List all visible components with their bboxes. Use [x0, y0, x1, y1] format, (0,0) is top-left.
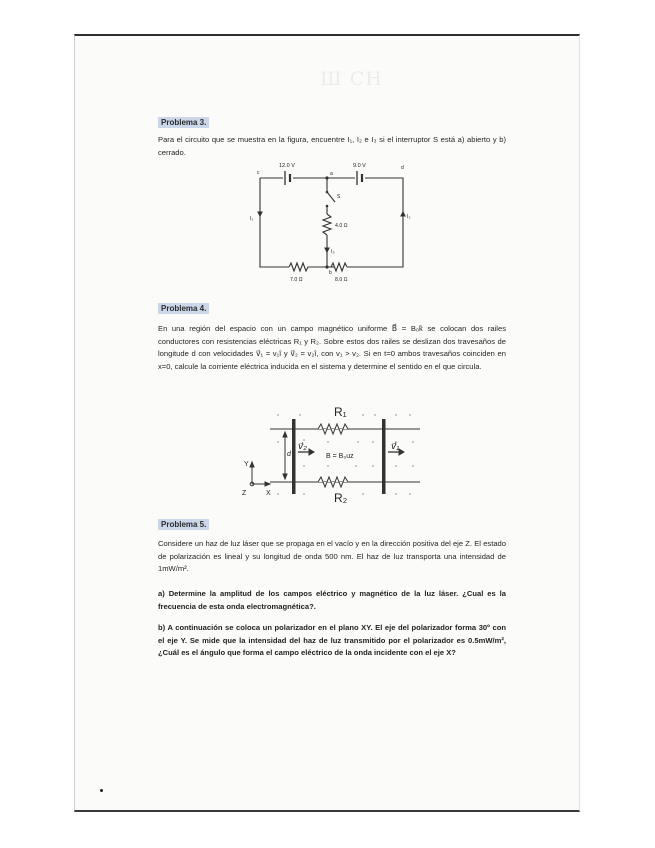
- rails-diagram: [238, 402, 438, 507]
- switch-label: S: [337, 194, 341, 200]
- v2-label: v⃗₂: [298, 441, 307, 451]
- r-right-label: 8.0 Ω: [335, 277, 348, 283]
- axis-y-label: Y: [244, 461, 249, 468]
- problem-4-heading: Problema 4.: [158, 303, 209, 314]
- problem-5-heading: Problema 5.: [158, 519, 209, 530]
- battery-1-label: 12.0 V: [279, 163, 295, 169]
- r1-label: R₁: [334, 405, 347, 419]
- circuit-diagram: [250, 160, 415, 285]
- node-d-label: d: [401, 165, 404, 171]
- node-b-dot: [325, 265, 328, 268]
- problem-3-text: Para el circuito que se muestra en la figura, encuentre I₁, I₂ e I₃ si el interruptor S está a) abierto y b) cerrado.: [158, 135, 506, 157]
- v1-label: v⃗₁: [391, 441, 400, 451]
- r-left-label: 7.0 Ω: [290, 277, 303, 283]
- problem-4-text: En una región del espacio con un campo magnético uniforme B⃗ = B₀k̂ se colocan dos railes conductores con resistencias eléctricas R₁ y R₂. Sobre estos dos railes se deslizan dos travesaños de longitude d con velocidades v⃗₁ = v₁î y v⃗₂ = v₂î, con v₁ > v₂. Si en t=0 ambos travesaños coinciden en x=0, calcule la corriente eléctrica inducida en el sistema y determine el sentido en el que circula.: [158, 324, 506, 371]
- problem-5-part-a: a) Determine la amplitud de los campos eléctrico y magnético de la luz láser. ¿Cual es la frecuencia de esta onda electromagnética?.: [158, 589, 506, 611]
- i2-label: I₂: [407, 214, 411, 220]
- node-a-dot: [325, 176, 328, 179]
- node-a-label: a: [330, 171, 333, 177]
- problem-5-part-b: b) A continuación se coloca un polarizador en el plano XY. El eje del polarizador forma 30º con el eje Y. Se mide que la intensidad del haz de luz transmitido por el polarizador es 0.5mW/m², ¿Cuál es el ángulo que forma el campo eléctrico de la onda incidente con el eje X?: [158, 623, 506, 658]
- axis-z-label: Z: [242, 490, 247, 497]
- node-c-label: c: [257, 170, 260, 176]
- axis-x-label: X: [266, 490, 271, 497]
- problem-5-text: Considere un haz de luz láser que se propaga en el vacío y en la dirección positiva del eje Z. El estado de polarización es lineal y su longitud de onda 500 nm. El haz de luz transporta una intensidad de 1mW/m².: [158, 539, 506, 574]
- d-label: d: [287, 451, 291, 458]
- battery-2-label: 9.0 V: [353, 163, 366, 169]
- r2-label: R₂: [334, 491, 348, 505]
- page-speck: [100, 789, 103, 792]
- node-b-label: b: [329, 270, 332, 276]
- bleed-through-text: Ш СН: [320, 68, 383, 90]
- i3-label: I₃: [331, 249, 335, 255]
- i1-label: I₁: [250, 216, 254, 222]
- field-label: B = B₀uz: [326, 453, 354, 460]
- problem-3-heading: Problema 3.: [158, 117, 209, 128]
- r-middle-label: 4.0 Ω: [335, 223, 348, 229]
